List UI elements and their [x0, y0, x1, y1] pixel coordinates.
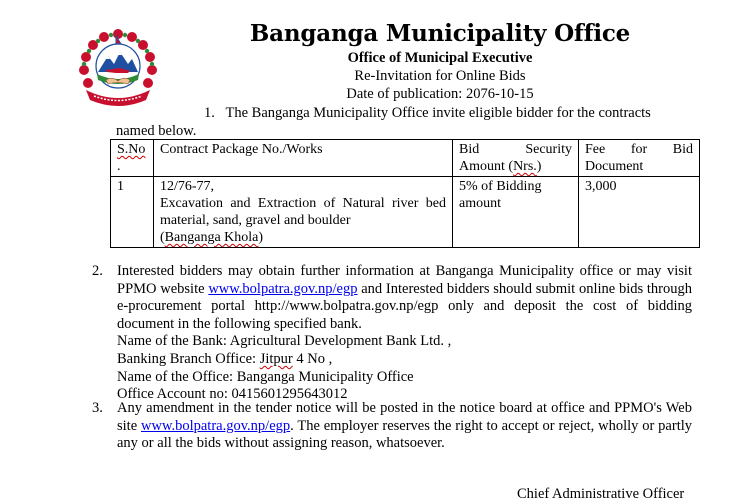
- header-package: Contract Package No./Works: [154, 140, 453, 177]
- table-header-row: [111, 140, 700, 177]
- cell-sno: 1: [111, 177, 154, 248]
- notice-type: Re-Invitation for Online Bids: [354, 68, 526, 84]
- nepal-government-emblem-icon: [76, 26, 160, 110]
- intro-text-line1: The Banganga Municipality Office invite eligible bidder for the contracts: [225, 105, 651, 121]
- cell-fee: 3,000: [579, 177, 700, 248]
- header-sno: S.No .: [111, 140, 154, 177]
- intro-text-line2: named below.: [116, 123, 197, 139]
- signature: Chief Administrative Officer: [517, 486, 685, 502]
- amendment-paragraph: Any amendment in the tender notice will be posted in the notice board at office and PPMO's Web site www.bolpatra.gov.np/egp. The employer reserves the right to accept or reject, wholly or partly any or all the bids without assigning reason, whatsoever.: [117, 400, 693, 452]
- page-title: Banganga Municipality Office: [249, 20, 631, 47]
- bank-name: Name of the Bank: Agricultural Development Bank Ltd. ,: [117, 333, 452, 350]
- office-account: Office Account no: 0415601295643012: [117, 386, 348, 403]
- intro-paragraph: [204, 105, 692, 122]
- bank-paragraph: Interested bidders may obtain further information at Banganga Municipality office or may visit PPMO website www.bolpatra.gov.np/egp and Interested bidders should submit online bids through e-procurement portal http://www.bolpatra.gov.np/egp only and deposit the cost of bidding document in the following specified bank. Name of the Bank: Agricultural Development Bank Ltd. , Banking Branch Office: Jitpur 4 No , Name of the Office: Banganga Municipality Office Office Account no: 0415601295643012: [117, 263, 692, 403]
- cell-security: 5% of Bidding amount: [453, 177, 579, 248]
- header-fee: Fee for Bid Document: [579, 140, 700, 177]
- office-subtitle: Office of Municipal Executive: [347, 50, 533, 66]
- paragraph-number: 1.: [204, 105, 215, 121]
- paragraph-number: 3.: [92, 400, 103, 416]
- branch-office: Banking Branch Office: Jitpur 4 No ,: [117, 350, 333, 367]
- table-row: [111, 177, 700, 248]
- contracts-table: [110, 139, 700, 248]
- ppmo-link[interactable]: www.bolpatra.gov.np/egp: [141, 417, 291, 434]
- office-name: Name of the Office: Banganga Municipality Office: [117, 368, 414, 385]
- publication-date: Date of publication: 2076-10-15: [346, 86, 534, 102]
- paragraph-number: 2.: [92, 263, 103, 279]
- header-security: Bid Security Amount (Nrs.): [453, 140, 579, 177]
- cell-works: 12/76-77, Excavation and Extraction of Natural river bed material, sand, gravel and boulder (Banganga Khola): [154, 177, 453, 248]
- ppmo-link[interactable]: www.bolpatra.gov.np/egp: [208, 280, 358, 297]
